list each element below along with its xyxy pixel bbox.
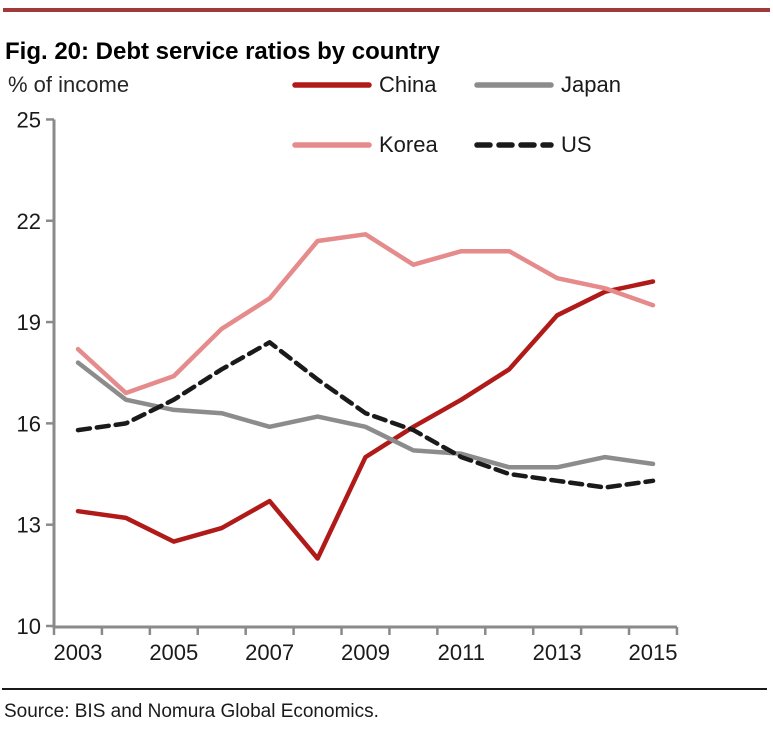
- y-tick-label: 10: [16, 614, 41, 639]
- series-line-korea: [78, 234, 653, 393]
- y-tick-label: 25: [16, 107, 41, 133]
- y-tick-label: 22: [16, 208, 41, 234]
- y-tick-label: 19: [16, 310, 41, 336]
- source-divider-rule: [2, 688, 767, 690]
- legend-label-japan: Japan: [561, 72, 621, 97]
- x-tick-label: 2015: [628, 640, 678, 665]
- x-tick-label: 2009: [341, 640, 390, 665]
- source-note: Source: BIS and Nomura Global Economics.: [4, 701, 379, 722]
- x-tick-label: 2013: [532, 640, 582, 665]
- x-tick-label: 2005: [149, 640, 199, 665]
- y-tick-label: 16: [16, 411, 41, 437]
- figure-title: Fig. 20: Debt service ratios by country: [5, 38, 440, 66]
- x-tick-label: 2003: [53, 640, 103, 665]
- legend-label-china: China: [379, 72, 437, 97]
- series-line-china: [78, 282, 653, 559]
- legend-label-korea: Korea: [379, 132, 438, 157]
- x-tick-label: 2007: [245, 640, 295, 665]
- y-axis-unit-label: % of income: [8, 72, 130, 97]
- y-tick-label: 13: [16, 512, 41, 538]
- x-tick-label: 2011: [437, 640, 485, 665]
- legend-label-us: US: [561, 132, 592, 157]
